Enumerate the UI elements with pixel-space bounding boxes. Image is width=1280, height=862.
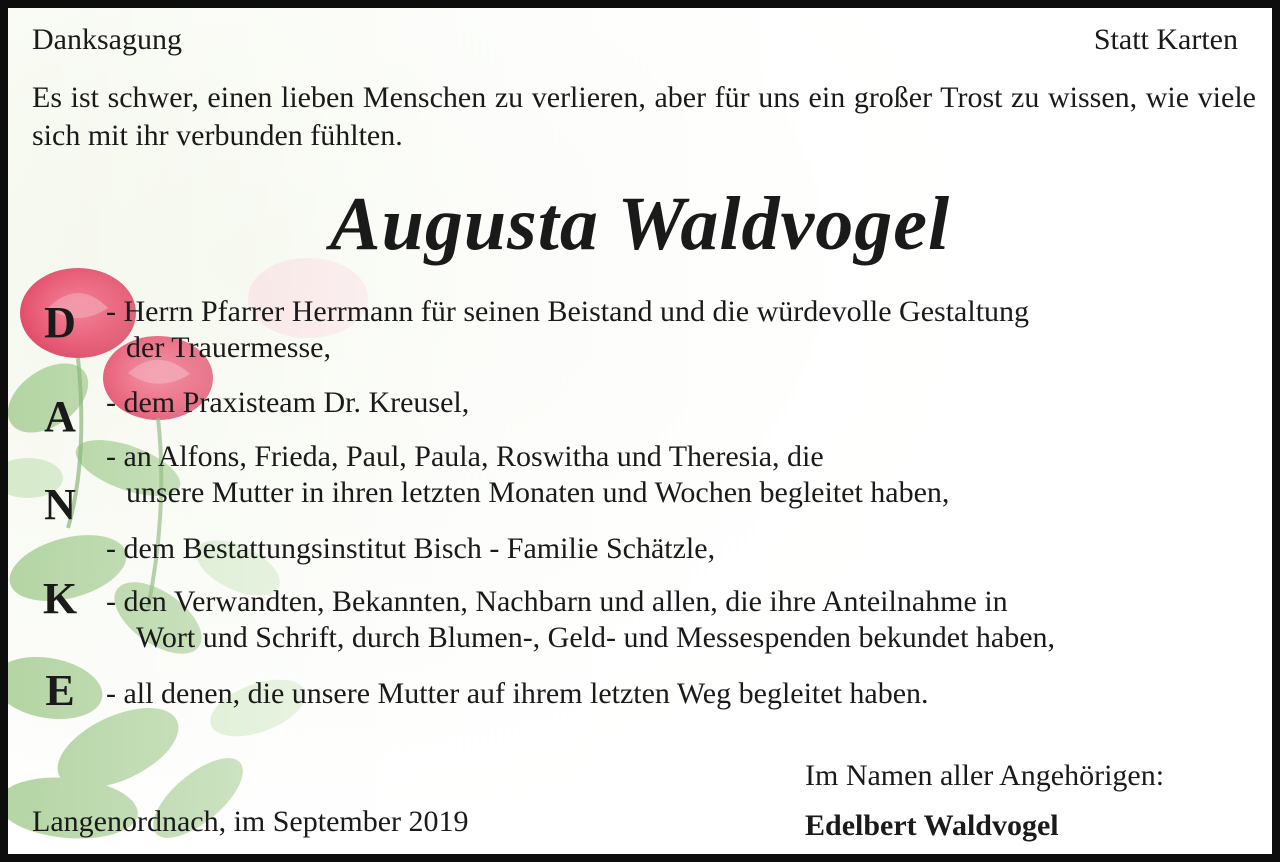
deceased-name: Augusta Waldvogel <box>329 182 951 266</box>
thanks-item-line: - dem Bestattungsinstitut Bisch - Familie Schätzle, <box>106 532 716 565</box>
thanks-item <box>106 531 715 567</box>
thanks-item-continuation: unsere Mutter in ihren letzten Monaten und Wochen begleitet haben, <box>126 476 950 509</box>
thanks-item-line: - all denen, die unsere Mutter auf ihrem letzten Weg begleitet haben. <box>106 677 929 710</box>
acrostic-letter-d: D <box>44 298 76 347</box>
acrostic-letter-k: K <box>42 574 78 623</box>
thanks-item <box>106 676 929 712</box>
heading-statt-karten: Statt Karten <box>1093 23 1238 56</box>
acrostic-letter-e: E <box>45 666 75 715</box>
acrostic-letter-a: A <box>44 392 76 441</box>
thanks-item <box>106 584 1055 656</box>
thanks-item-line: - den Verwandten, Bekannten, Nachbarn und allen, die ihre Anteilnahme in <box>106 585 1008 618</box>
intro-text: Es ist schwer, einen lieben Menschen zu verlieren, aber für uns ein großer Trost zu wissen, wie viele sich mit ihr verbunden fühlten. <box>32 81 1256 152</box>
thanks-item-line: - an Alfons, Frieda, Paul, Paula, Roswitha und Theresia, die <box>106 440 824 473</box>
place-date: Langenordnach, im September 2019 <box>32 805 469 838</box>
thanks-item <box>106 385 469 421</box>
thanks-item-line: - dem Praxisteam Dr. Kreusel, <box>106 386 470 419</box>
thanks-item <box>106 439 949 511</box>
acrostic-letter-n: N <box>44 480 76 529</box>
thanks-item-line: - Herrn Pfarrer Herrmann für seinen Beistand und die würdevolle Gestaltung <box>106 295 1030 328</box>
thanks-item-continuation: Wort und Schrift, durch Blumen-, Geld- und Messespenden bekundet haben, <box>136 621 1056 654</box>
closing-line: Im Namen aller Angehörigen: <box>805 759 1165 792</box>
thanks-item <box>106 294 1029 366</box>
signer-name: Edelbert Waldvogel <box>805 809 1059 842</box>
heading-danksagung: Danksagung <box>32 23 182 56</box>
thanks-item-continuation: der Trauermesse, <box>126 331 331 364</box>
